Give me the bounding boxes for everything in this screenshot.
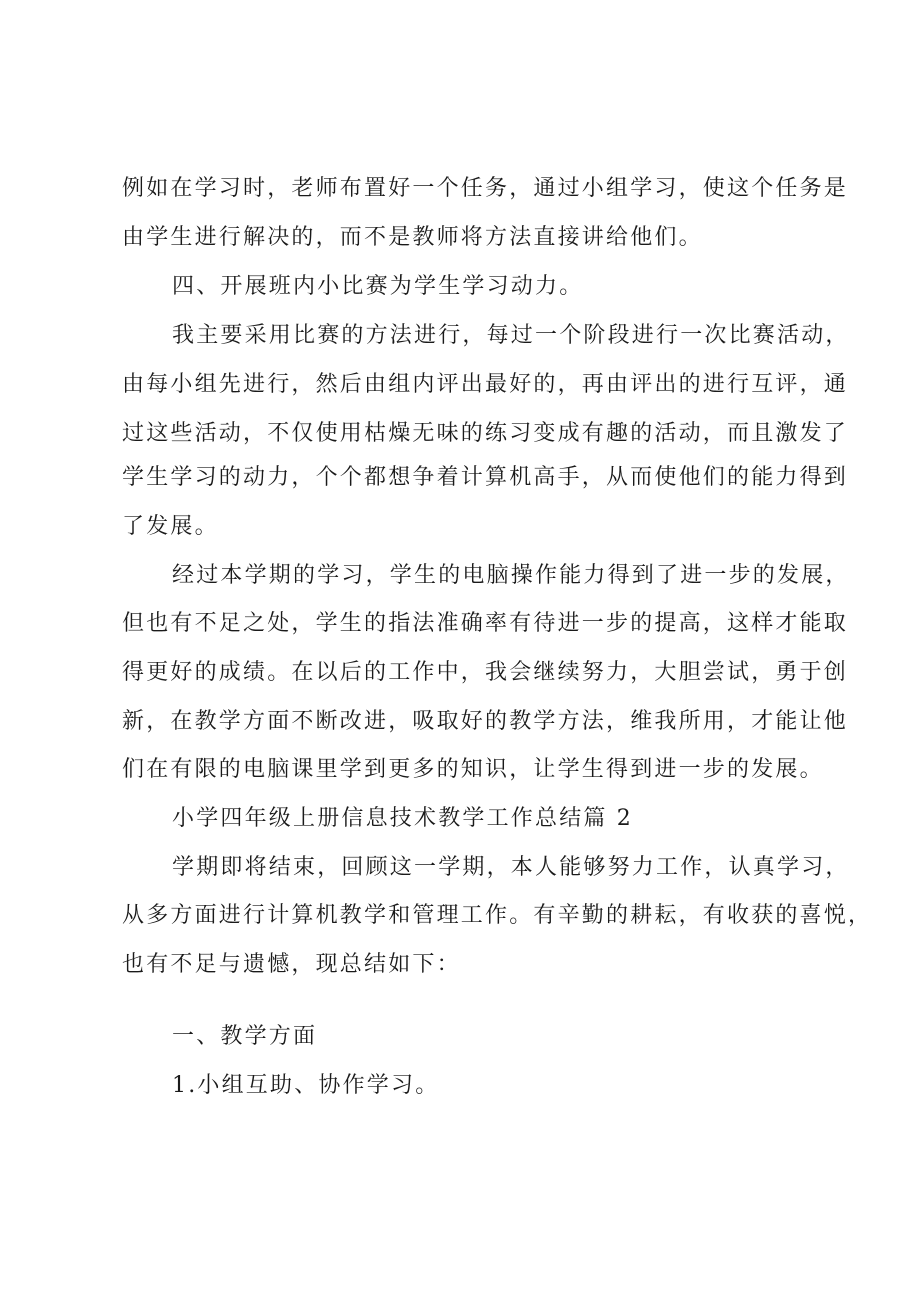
text-line: 也有不足与遗憾，现总结如下：: [122, 952, 461, 977]
text-line: 得更好的成绩。在以后的工作中，我会继续努力，大胆尝试，勇于创: [122, 660, 849, 685]
text-line: 学生学习的动力，个个都想争着计算机高手，从而使他们的能力得到: [122, 465, 849, 490]
text-line: 新，在教学方面不断改进，吸取好的教学方法，维我所用，才能让他: [122, 709, 849, 734]
text-line: 们在有限的电脑课里学到更多的知识，让学生得到进一步的发展。: [122, 757, 824, 782]
section-heading: 一、教学方面: [172, 1024, 318, 1049]
text-line: 了发展。: [122, 514, 219, 539]
text-line: 由每小组先进行，然后由组内评出最好的，再由评出的进行互评，通: [122, 372, 849, 397]
text-line: 过这些活动，不仅使用枯燥无味的练习变成有趣的活动，而且激发了: [122, 421, 849, 446]
text-line: 从多方面进行计算机教学和管理工作。有辛勤的耕耘，有收获的喜悦，: [122, 903, 873, 928]
subsection-heading: 1.小组互助、协作学习。: [172, 1073, 440, 1098]
text-line: 例如在学习时，老师布置好一个任务，通过小组学习，使这个任务是: [122, 176, 849, 201]
section-heading: 四、开展班内小比赛为学生学习动力。: [172, 274, 584, 299]
text-line: 但也有不足之处，学生的指法准确率有待进一步的提高，这样才能取: [122, 611, 849, 636]
text-line: 由学生进行解决的，而不是教师将方法直接讲给他们。: [122, 225, 703, 250]
article-title: 小学四年级上册信息技术教学工作总结篇 2: [172, 806, 633, 831]
text-line: 经过本学期的学习，学生的电脑操作能力得到了进一步的发展，: [172, 563, 850, 588]
text-line: 我主要采用比赛的方法进行，每过一个阶段进行一次比赛活动，: [172, 323, 850, 348]
text-line: 学期即将结束，回顾这一学期，本人能够努力工作，认真学习，: [172, 855, 850, 880]
